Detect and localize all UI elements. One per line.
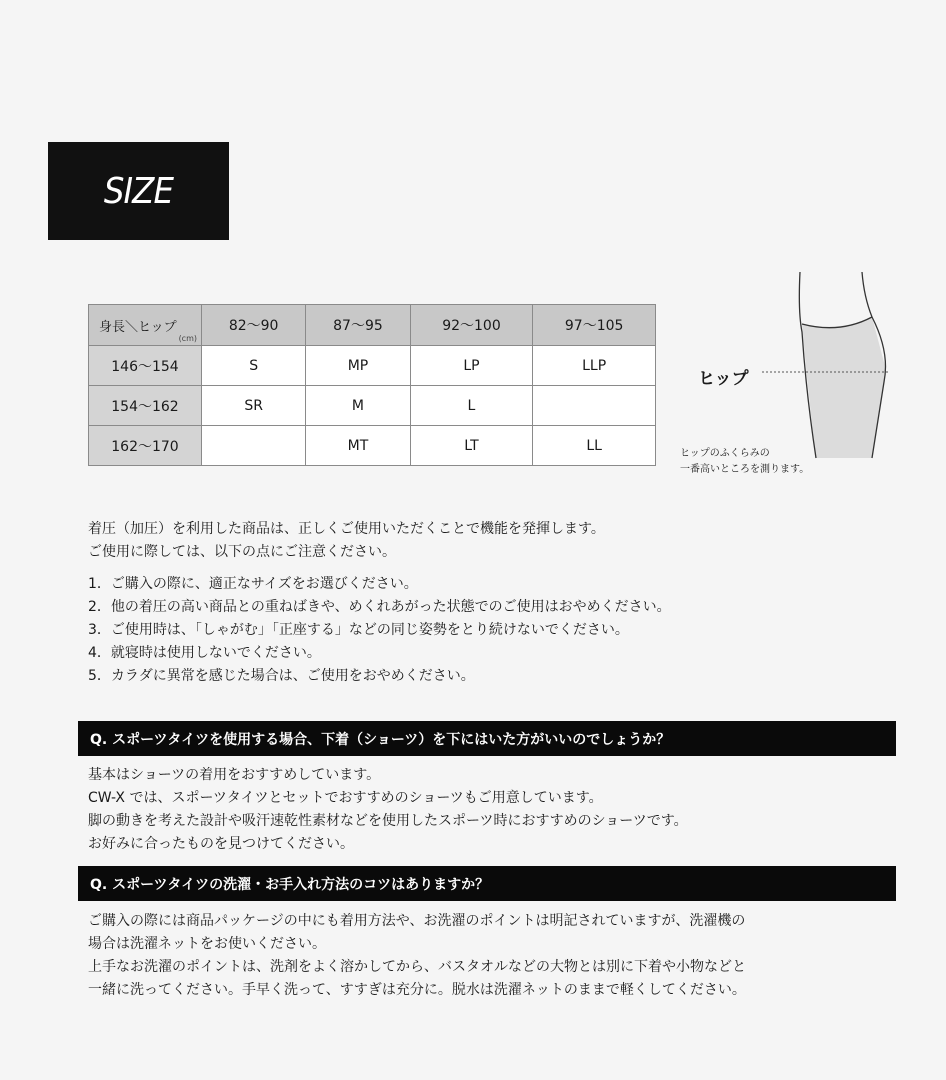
answer-line: 一緒に洗ってください。手早く洗って、すすぎは充分に。脱水は洗濯ネットのままで軽くしてください。 (88, 982, 746, 998)
usage-notes (88, 518, 671, 688)
corner-label: 身長＼ヒップ (99, 320, 177, 335)
size-table (88, 304, 656, 466)
height-range-cell: 162〜170 (89, 426, 202, 466)
intro-text: ご使用に際しては、以下の点にご注意ください。 (88, 544, 396, 560)
answer-line: ご購入の際には商品パッケージの中にも着用方法や、お洗濯のポイントは明記されていますが、洗濯機の (88, 913, 746, 929)
list-item: 1．ご購入の際に、適正なサイズをお選びください。 (88, 576, 418, 592)
answer-line: 場合は洗濯ネットをお使いください。 (88, 936, 326, 952)
hip-range-header: 82〜90 (202, 305, 306, 346)
size-cell: S (202, 346, 306, 386)
size-cell: SR (202, 386, 306, 426)
list-item: 3．ご使用時は、「しゃがむ」「正座する」などの同じ姿勢をとり続けないでください。 (88, 622, 629, 638)
hip-range-header: 97〜105 (533, 305, 656, 346)
size-title: SIZE (103, 170, 174, 212)
list-item: 4．就寝時は使用しないでください。 (88, 645, 321, 661)
size-cell: M (306, 386, 410, 426)
table-row (89, 386, 656, 426)
size-cell: MT (306, 426, 410, 466)
answer-line: 脚の動きを考えた設計や吸汗速乾性素材などを使用したスポーツ時におすすめのショーツです。 (88, 813, 688, 829)
table-corner-cell (89, 305, 202, 346)
hip-measurement-figure (680, 272, 920, 492)
note-line: 一番高いところを測ります。 (680, 464, 810, 475)
hip-range-header: 92〜100 (410, 305, 533, 346)
caution-list (88, 573, 671, 688)
faq-answer (88, 910, 746, 1002)
note-line: ヒップのふくらみの (680, 448, 770, 459)
table-header-row (89, 305, 656, 346)
answer-line: 上手なお洗濯のポイントは、洗剤をよく溶かしてから、バスタオルなどの大物とは別に下着や小物などと (88, 959, 746, 975)
intro-text: 着圧（加圧）を利用した商品は、正しくご使用いただくことで機能を発揮します。 (88, 521, 605, 537)
faq-question-bar: Q. スポーツタイツの洗濯・お手入れ方法のコツはありますか？ (78, 866, 896, 901)
list-item: 5．カラダに異常を感じた場合は、ご使用をおやめください。 (88, 668, 475, 684)
size-cell: LP (410, 346, 533, 386)
answer-line: 基本はショーツの着用をおすすめしています。 (88, 767, 381, 783)
measurement-note (680, 446, 880, 478)
size-cell: LLP (533, 346, 656, 386)
answer-line: お好みに合ったものを見つけてください。 (88, 836, 354, 852)
height-range-cell: 154〜162 (89, 386, 202, 426)
table-row (89, 346, 656, 386)
hip-range-header: 87〜95 (306, 305, 410, 346)
list-item: 2．他の着圧の高い商品との重ねばきや、めくれあがった状態でのご使用はおやめください。 (88, 599, 671, 615)
size-banner (48, 142, 229, 240)
height-range-cell: 146〜154 (89, 346, 202, 386)
hip-label: ヒップ (698, 369, 749, 389)
size-cell (202, 426, 306, 466)
size-cell: L (410, 386, 533, 426)
answer-line: CW-X では、スポーツタイツとセットでおすすめのショーツもご用意しています。 (88, 790, 603, 806)
faq-answer (88, 764, 688, 856)
corner-unit: (cm) (178, 334, 197, 343)
table-row (89, 426, 656, 466)
size-cell (533, 386, 656, 426)
size-cell: MP (306, 346, 410, 386)
faq-question-bar: Q. スポーツタイツを使用する場合、下着（ショーツ）を下にはいた方がいいのでしょうか？ (78, 721, 896, 756)
size-cell: LT (410, 426, 533, 466)
size-cell: LL (533, 426, 656, 466)
